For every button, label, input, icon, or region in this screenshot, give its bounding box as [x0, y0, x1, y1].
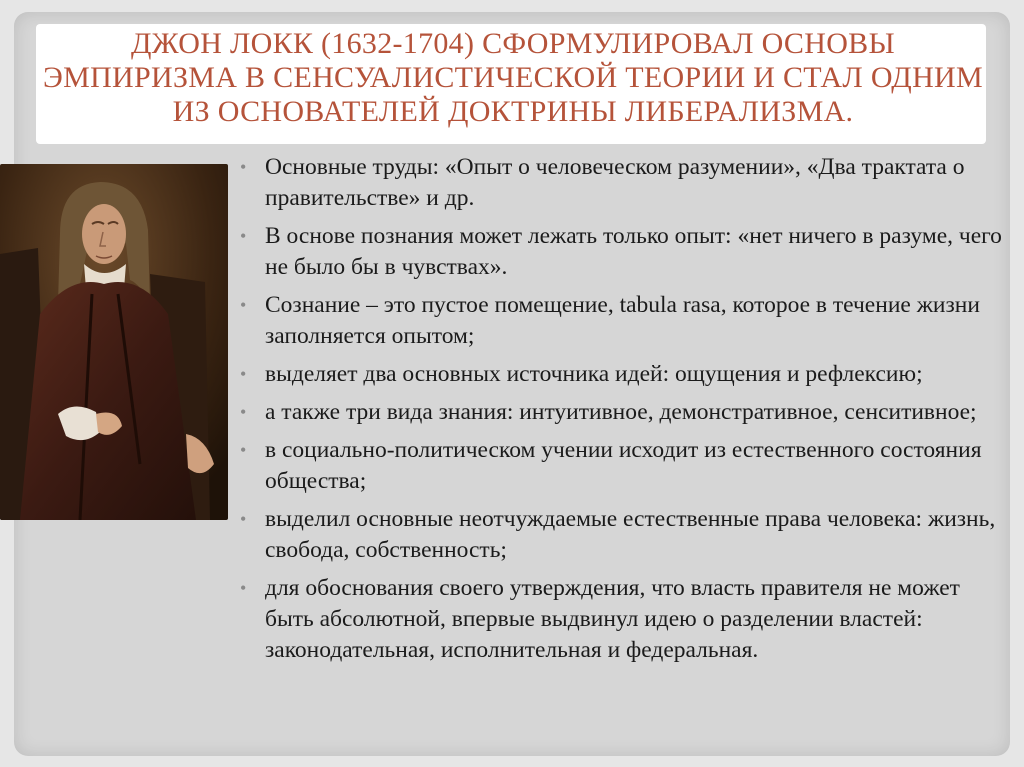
list-item [240, 435, 1010, 497]
bullet-text: выделяет два основных источника идей: ощущения и рефлексию; [265, 361, 923, 387]
bullet-list [240, 152, 1010, 673]
bullet-text: в социально-политическом учении исходит из естественного состояния общества; [265, 437, 982, 494]
bullet-text: для обоснования своего утверждения, что власть правителя не может быть абсолютной, впервые выдвинул идею о разделении властей: законодательная, исполнительная и федеральная. [265, 575, 960, 663]
list-item [240, 573, 1010, 666]
bullet-icon: • [240, 509, 247, 529]
bullet-text: выделил основные неотчуждаемые естественные права человека: жизнь, свобода, собственность; [265, 506, 996, 563]
list-item [240, 221, 1010, 283]
bullet-text: Сознание – это пустое помещение, tabula rasa, которое в течение жизни заполняется опытом; [265, 292, 980, 349]
list-item [240, 359, 1010, 390]
bullet-icon: • [240, 364, 247, 384]
list-item [240, 152, 1010, 214]
bullet-icon: • [240, 402, 247, 422]
bullet-icon: • [240, 578, 247, 598]
list-item [240, 397, 1010, 428]
bullet-icon: • [240, 157, 247, 177]
list-item [240, 290, 1010, 352]
bullet-icon: • [240, 226, 247, 246]
list-item [240, 504, 1010, 566]
bullet-icon: • [240, 440, 247, 460]
slide-title: ДЖОН ЛОКК (1632-1704) СФОРМУЛИРОВАЛ ОСНОВЫ ЭМПИРИЗМА В СЕНСУАЛИСТИЧЕСКОЙ ТЕОРИИ И СТАЛ ОДНИМ ИЗ ОСНОВАТЕЛЕЙ ДОКТРИНЫ ЛИБЕРАЛИЗМА. [43, 27, 983, 128]
bullet-icon: • [240, 295, 247, 315]
bullet-text: В основе познания может лежать только опыт: «нет ничего в разуме, чего не было бы в чувствах». [265, 223, 1002, 280]
bullet-text: а также три вида знания: интуитивное, демонстративное, сенситивное; [265, 399, 977, 425]
portrait-painting [0, 164, 228, 520]
portrait-image [0, 164, 228, 520]
bullet-text: Основные труды: «Опыт о человеческом разумении», «Два трактата о правительстве» и др. [265, 154, 965, 211]
